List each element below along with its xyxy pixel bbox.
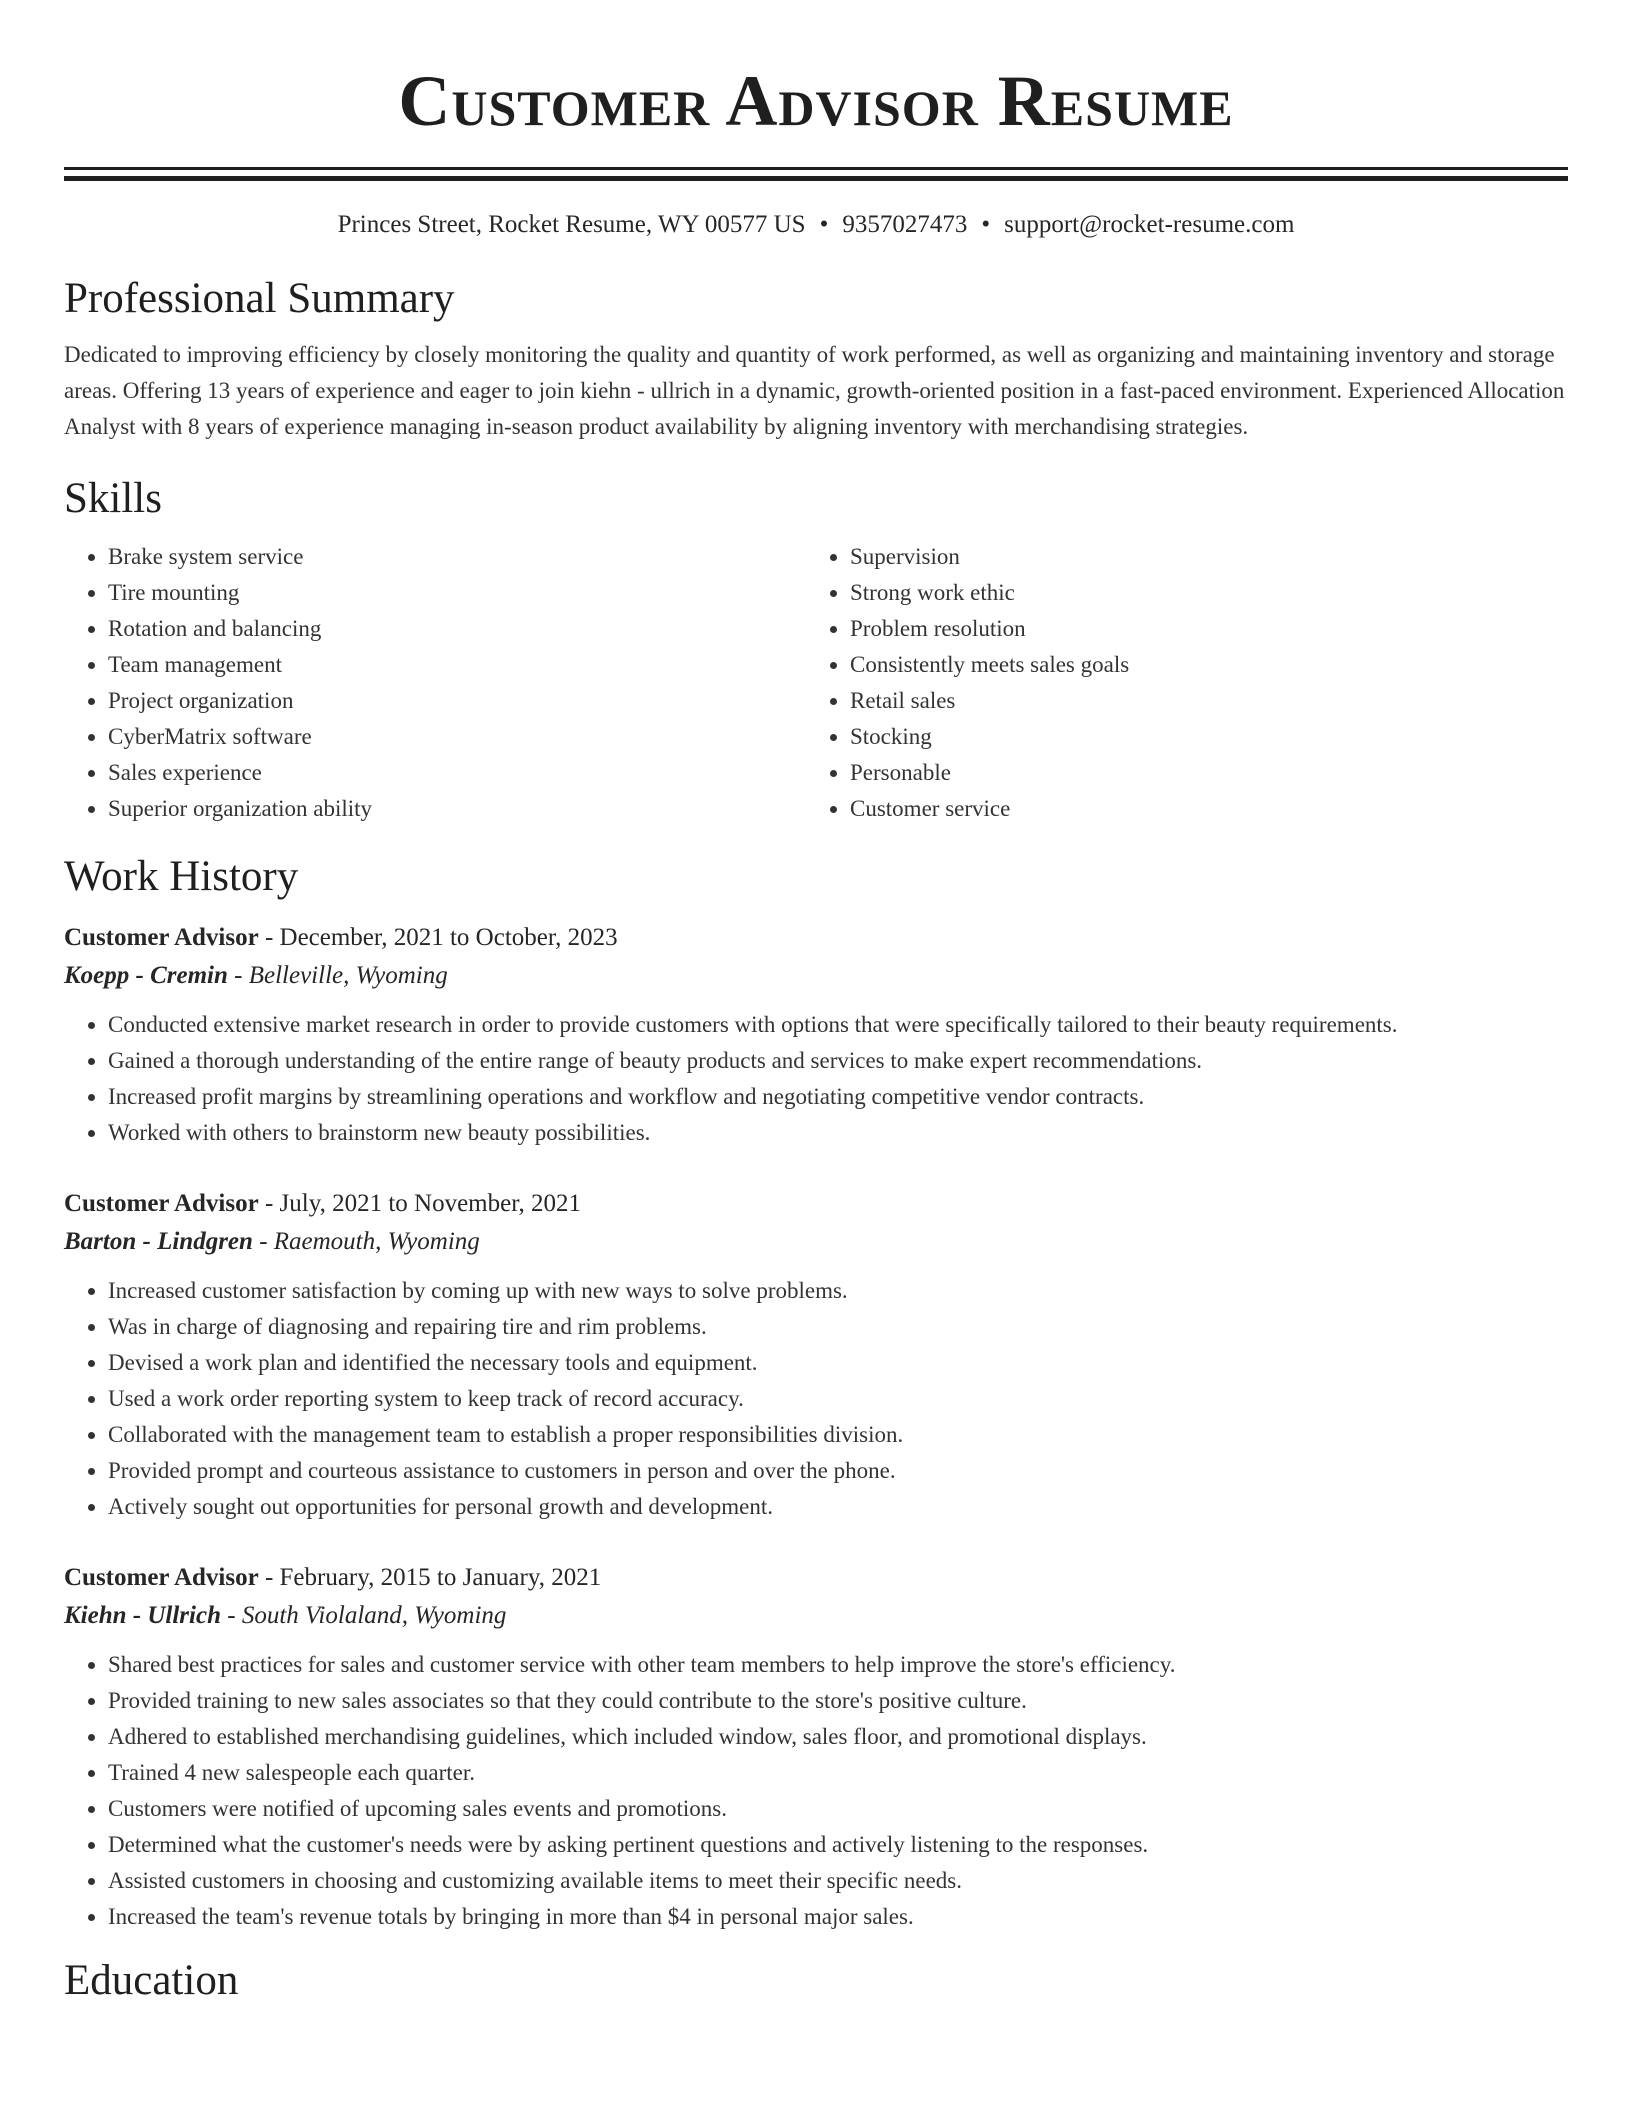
skills-heading: Skills bbox=[64, 475, 162, 522]
skill-item: • Strong work ethic bbox=[850, 575, 1548, 611]
duty-item: • Worked with others to brainstorm new beauty possibilities. bbox=[108, 1115, 1568, 1151]
job-location: Raemouth, Wyoming bbox=[273, 1228, 480, 1255]
duty-item: • Increased profit margins by streamlining operations and workflow and negotiating competitive vendor contracts. bbox=[108, 1079, 1568, 1115]
job-company: Koepp - Cremin bbox=[64, 962, 228, 989]
job-role: Customer Advisor bbox=[64, 1564, 259, 1591]
skill-item: • Tire mounting bbox=[108, 575, 806, 611]
job-title-line: Customer Advisor - December, 2021 to October, 2023 bbox=[64, 924, 618, 951]
skill-item: • Retail sales bbox=[850, 683, 1548, 719]
skill-item: • CyberMatrix software bbox=[108, 719, 806, 755]
duty-item: • Shared best practices for sales and customer service with other team members to help improve the store's efficiency. bbox=[108, 1647, 1568, 1683]
skill-item: • Brake system service bbox=[108, 539, 806, 575]
skill-item: • Superior organization ability bbox=[108, 791, 806, 827]
skill-item: • Problem resolution bbox=[850, 611, 1548, 647]
duty-item: • Customers were notified of upcoming sales events and promotions. bbox=[108, 1791, 1568, 1827]
duty-item: • Assisted customers in choosing and customizing available items to meet their specific needs. bbox=[108, 1863, 1568, 1899]
job-duties bbox=[64, 1007, 1568, 1151]
contact-separator: • bbox=[981, 211, 991, 238]
skill-item: • Consistently meets sales goals bbox=[850, 647, 1548, 683]
job-company-line: Barton - Lindgren - Raemouth, Wyoming bbox=[64, 1228, 480, 1255]
duty-item: • Provided training to new sales associates so that they could contribute to the store's positive culture. bbox=[108, 1683, 1568, 1719]
education-heading: Education bbox=[64, 1957, 239, 2004]
title-rule-top bbox=[64, 167, 1568, 170]
duty-item: • Conducted extensive market research in order to provide customers with options that were specifically tailored to their beauty requirements. bbox=[108, 1007, 1568, 1043]
skill-item: • Supervision bbox=[850, 539, 1548, 575]
duty-item: • Adhered to established merchandising guidelines, which included window, sales floor, and promotional displays. bbox=[108, 1719, 1568, 1755]
job-location: South Violaland, Wyoming bbox=[241, 1602, 507, 1629]
job-dates: December, 2021 to October, 2023 bbox=[279, 924, 618, 951]
summary-text: Dedicated to improving efficiency by closely monitoring the quality and quantity of work performed, as well as organizing and maintaining inventory and storage areas. Offering 13 years of experience and eager to join kiehn - ullrich in a dynamic, growth-oriented position in a fast-paced environment. Experienced Allocation Analyst with 8 years of experience managing in-season product availability by aligning inventory with merchandising strategies. bbox=[64, 342, 1565, 439]
job-duties bbox=[64, 1273, 1568, 1525]
job-entry bbox=[64, 1185, 1568, 1525]
summary-heading: Professional Summary bbox=[64, 275, 455, 322]
skill-item: • Rotation and balancing bbox=[108, 611, 806, 647]
job-title-line: Customer Advisor - February, 2015 to January, 2021 bbox=[64, 1564, 602, 1591]
skills-column-right bbox=[806, 539, 1548, 827]
job-title-line: Customer Advisor - July, 2021 to November, 2021 bbox=[64, 1190, 582, 1217]
duty-item: • Used a work order reporting system to keep track of record accuracy. bbox=[108, 1381, 1568, 1417]
duty-item: • Increased the team's revenue totals by bringing in more than $4 in personal major sales. bbox=[108, 1899, 1568, 1935]
job-company: Kiehn - Ullrich bbox=[64, 1602, 221, 1629]
skill-item: • Customer service bbox=[850, 791, 1548, 827]
job-company-line: Kiehn - Ullrich - South Violaland, Wyoming bbox=[64, 1602, 507, 1629]
duty-item: • Devised a work plan and identified the necessary tools and equipment. bbox=[108, 1345, 1568, 1381]
job-entry bbox=[64, 919, 1568, 1151]
job-role: Customer Advisor bbox=[64, 1190, 259, 1217]
duty-item: • Increased customer satisfaction by coming up with new ways to solve problems. bbox=[108, 1273, 1568, 1309]
contact-address: Princes Street, Rocket Resume, WY 00577 US bbox=[337, 211, 806, 238]
skill-item: • Personable bbox=[850, 755, 1548, 791]
duty-item: • Gained a thorough understanding of the entire range of beauty products and services to make expert recommendations. bbox=[108, 1043, 1568, 1079]
contact-email: support@rocket-resume.com bbox=[1004, 211, 1295, 238]
title-rule-bottom bbox=[64, 176, 1568, 181]
resume-page bbox=[64, 0, 1568, 2007]
skill-item: • Project organization bbox=[108, 683, 806, 719]
skills-column-left bbox=[64, 539, 806, 827]
resume-title: Customer Advisor Resume bbox=[398, 61, 1234, 141]
duty-item: • Provided prompt and courteous assistance to customers in person and over the phone. bbox=[108, 1453, 1568, 1489]
job-entry bbox=[64, 1559, 1568, 1935]
job-dates: February, 2015 to January, 2021 bbox=[279, 1564, 602, 1591]
job-role: Customer Advisor bbox=[64, 924, 259, 951]
contact-line bbox=[64, 207, 1568, 243]
contact-phone: 9357027473 bbox=[842, 211, 968, 238]
skill-item: • Sales experience bbox=[108, 755, 806, 791]
job-company: Barton - Lindgren bbox=[64, 1228, 253, 1255]
skills-list bbox=[64, 539, 1568, 827]
skill-item: • Team management bbox=[108, 647, 806, 683]
duty-item: • Was in charge of diagnosing and repairing tire and rim problems. bbox=[108, 1309, 1568, 1345]
skill-item: • Stocking bbox=[850, 719, 1548, 755]
duty-item: • Trained 4 new salespeople each quarter. bbox=[108, 1755, 1568, 1791]
contact-separator: • bbox=[819, 211, 829, 238]
job-dates: July, 2021 to November, 2021 bbox=[279, 1190, 582, 1217]
duty-item: • Determined what the customer's needs were by asking pertinent questions and actively listening to the responses. bbox=[108, 1827, 1568, 1863]
work-history-heading: Work History bbox=[64, 853, 299, 900]
job-company-line: Koepp - Cremin - Belleville, Wyoming bbox=[64, 962, 448, 989]
duty-item: • Actively sought out opportunities for personal growth and development. bbox=[108, 1489, 1568, 1525]
job-duties bbox=[64, 1647, 1568, 1935]
duty-item: • Collaborated with the management team to establish a proper responsibilities division. bbox=[108, 1417, 1568, 1453]
job-location: Belleville, Wyoming bbox=[248, 962, 448, 989]
